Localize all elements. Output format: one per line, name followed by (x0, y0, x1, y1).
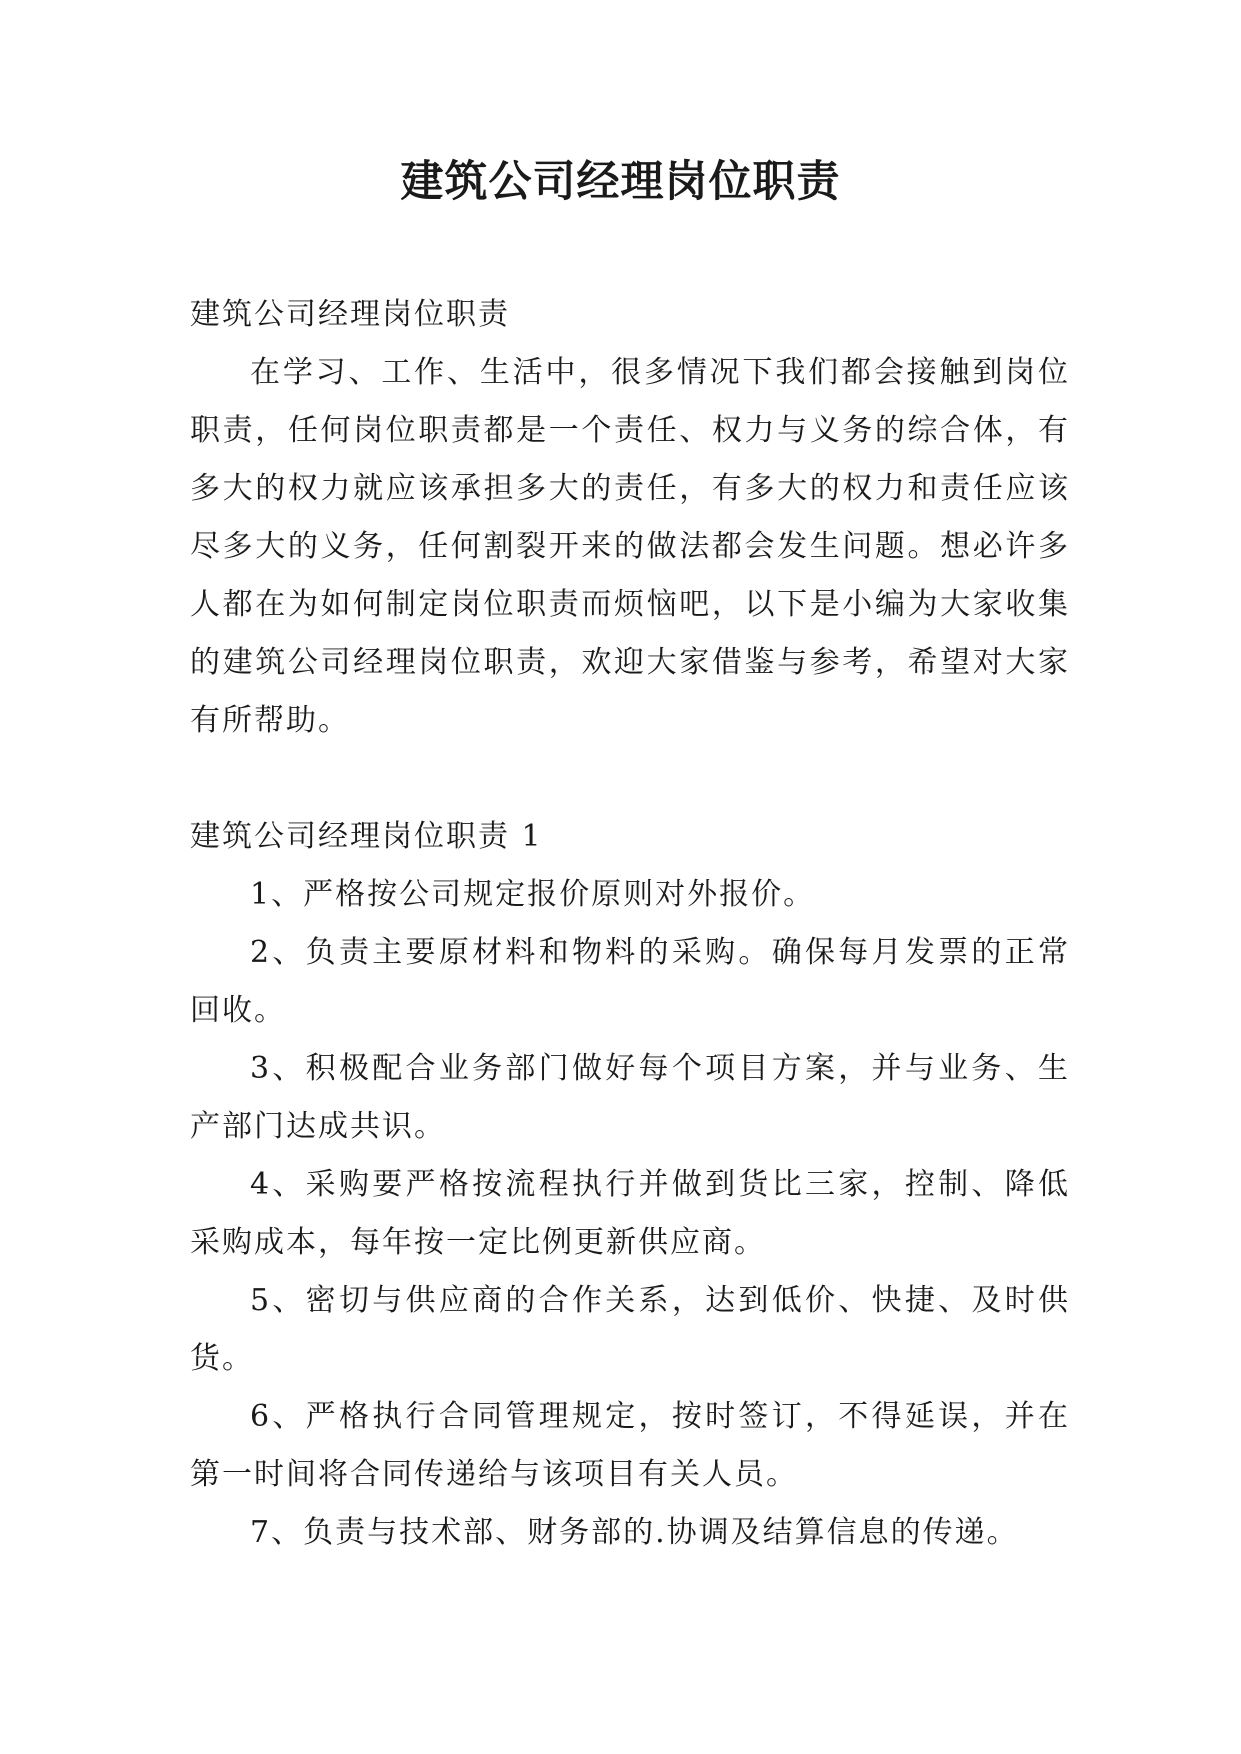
section-heading: 建筑公司经理岗位职责 1 (190, 819, 543, 854)
intro-heading: 建筑公司经理岗位职责 (190, 297, 510, 332)
document-body (190, 286, 1070, 1562)
duty-item-4: 4、采购要严格按流程执行并做到货比三家，控制、降低采购成本，每年按一定比例更新供应商。 (190, 1167, 1070, 1260)
duty-item-1: 1、严格按公司规定报价原则对外报价。 (250, 877, 816, 912)
section-spacer (190, 750, 1070, 808)
intro-paragraph: 在学习、工作、生活中，很多情况下我们都会接触到岗位职责，任何岗位职责都是一个责任、权力与义务的综合体，有多大的权力就应该承担多大的责任，有多大的权力和责任应该尽多大的义务，任何割裂开来的做法都会发生问题。想必许多人都在为如何制定岗位职责而烦恼吧，以下是小编为大家收集的建筑公司经理岗位职责，欢迎大家借鉴与参考，希望对大家有所帮助。 (190, 355, 1070, 738)
document-title: 建筑公司经理岗位职责 (400, 157, 841, 207)
duty-item-5: 5、密切与供应商的合作关系，达到低价、快捷、及时供货。 (190, 1283, 1070, 1376)
duty-item-3: 3、积极配合业务部门做好每个项目方案，并与业务、生产部门达成共识。 (190, 1051, 1070, 1144)
duty-item-7: 7、负责与技术部、财务部的.协调及结算信息的传递。 (250, 1515, 1019, 1550)
duty-item-2: 2、负责主要原材料和物料的采购。确保每月发票的正常回收。 (190, 935, 1070, 1028)
duty-item-6: 6、严格执行合同管理规定，按时签订，不得延误，并在第一时间将合同传递给与该项目有关人员。 (190, 1399, 1070, 1492)
